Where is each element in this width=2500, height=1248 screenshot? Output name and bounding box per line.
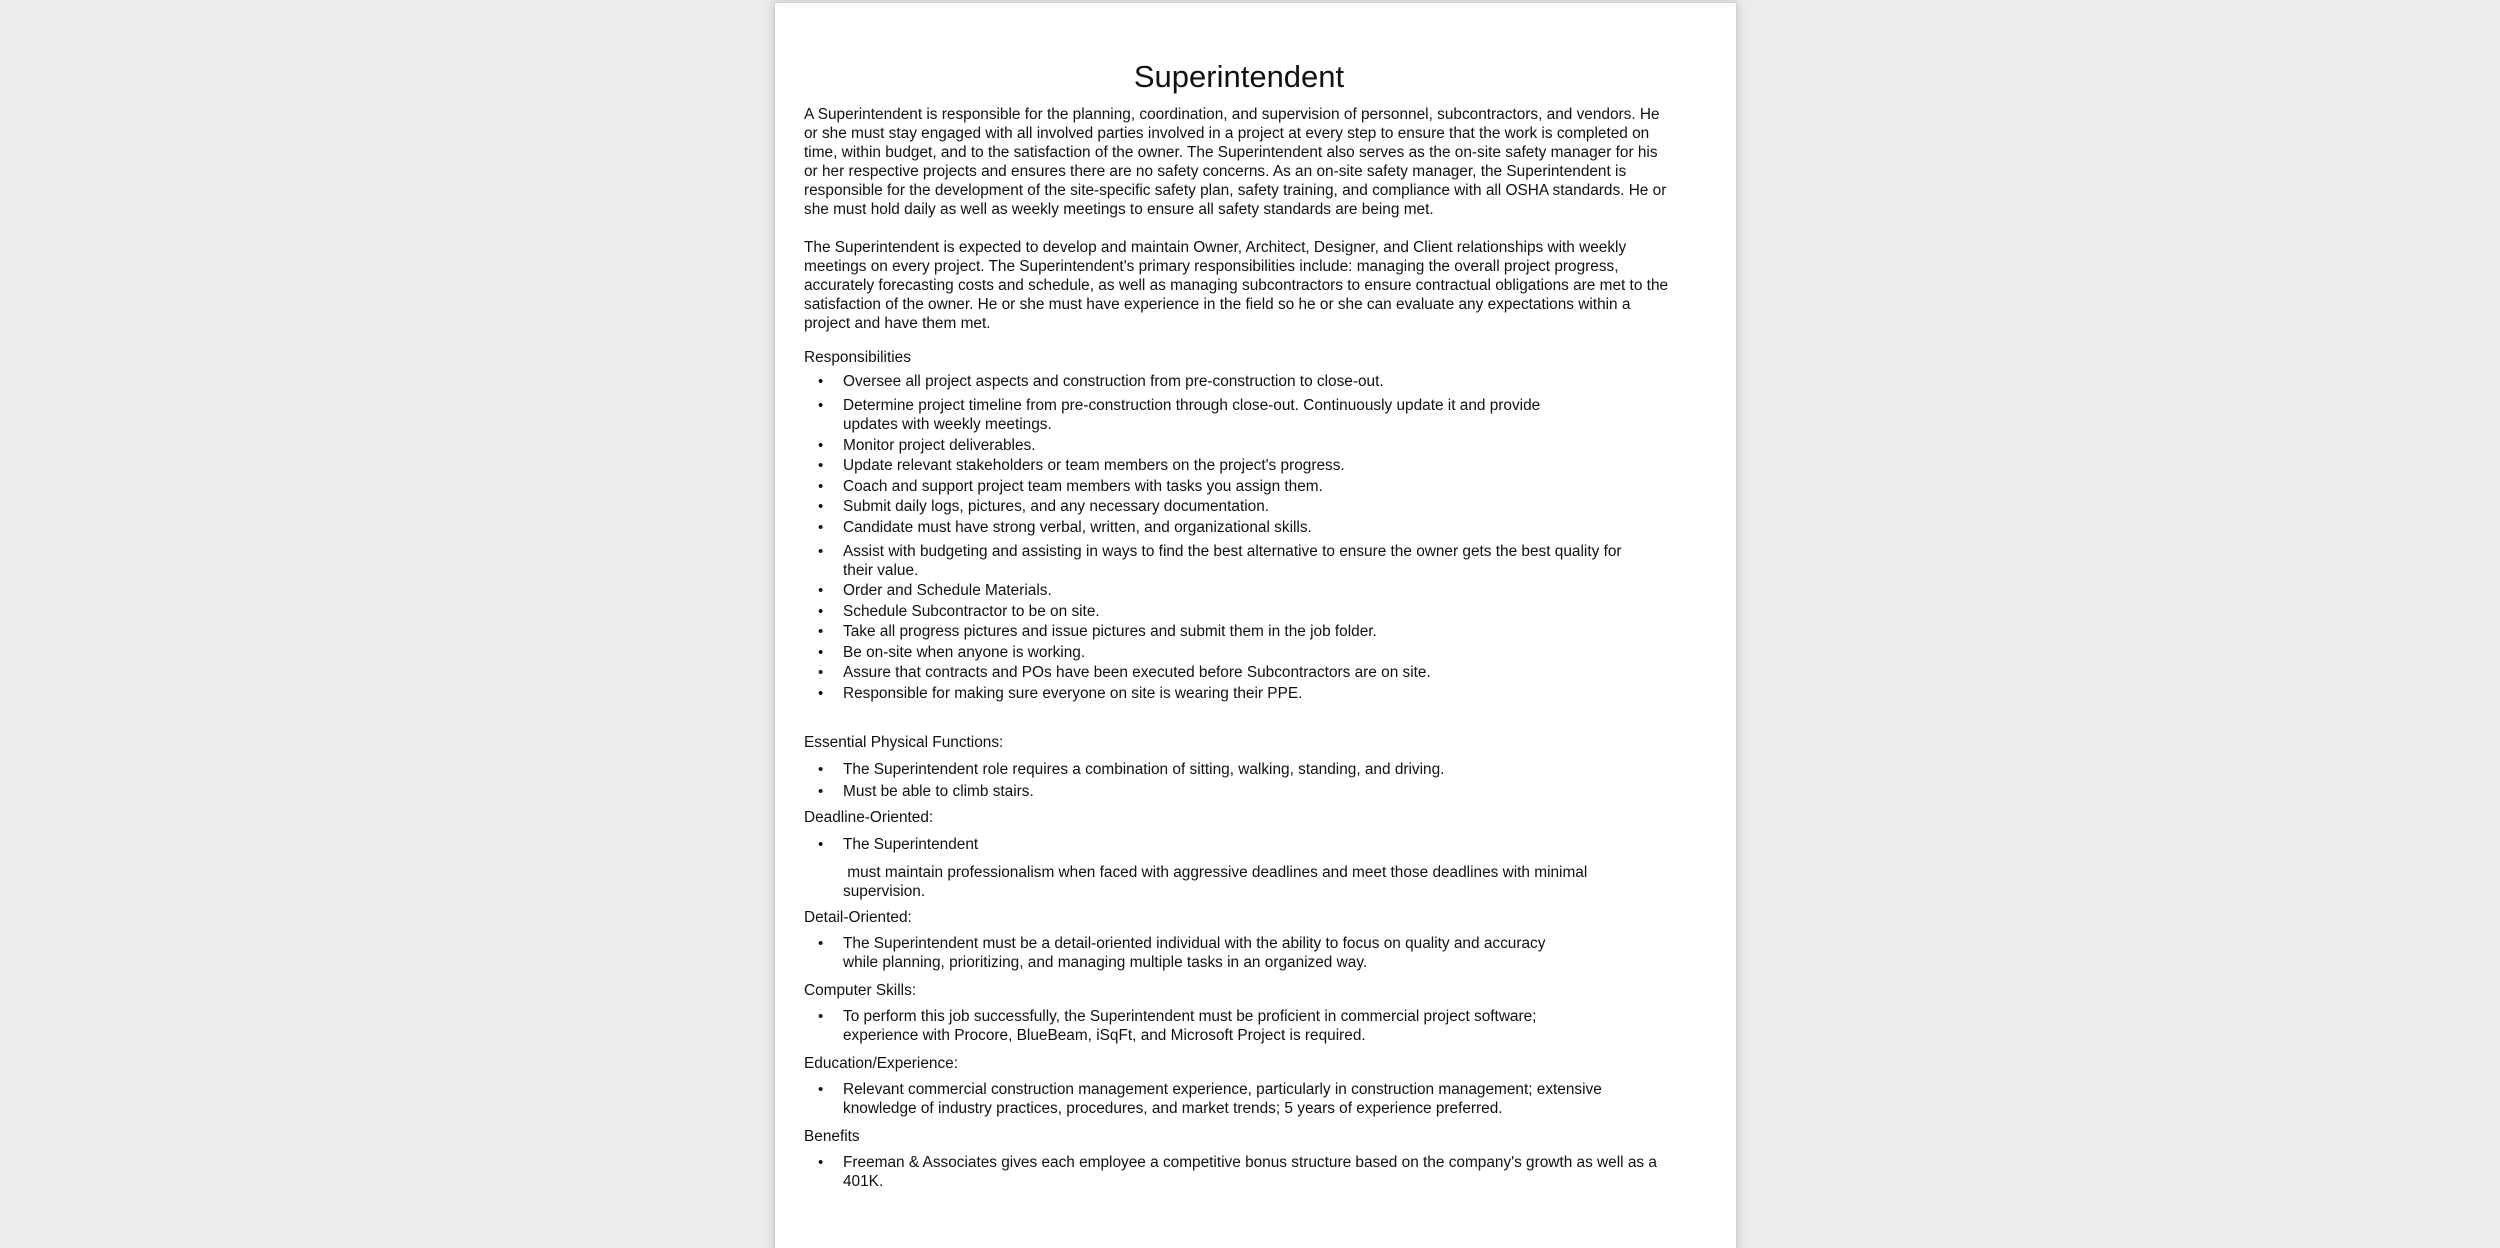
- benefits-heading: Benefits: [804, 1127, 860, 1145]
- list-item: • The Superintendent role requires a combination of sitting, walking, standing, and driving.: [804, 760, 1674, 779]
- responsibilities-list: [804, 372, 1624, 703]
- deadline-heading: Deadline-Oriented:: [804, 808, 934, 826]
- list-item: • Assure that contracts and POs have been executed before Subcontractors are on site.: [804, 663, 1624, 682]
- list-item: • Assist with budgeting and assisting in ways to find the best alternative to ensure the owner gets the best quality for their value.: [804, 542, 1638, 580]
- list-item: • Be on-site when anyone is working.: [804, 643, 1624, 662]
- list-item: • The Superintendent: [804, 835, 1674, 854]
- deadline-continuation: must maintain professionalism when faced with aggressive deadlines and meet those deadlines with minimal supervision.: [843, 863, 1592, 900]
- list-item: • Schedule Subcontractor to be on site.: [804, 602, 1624, 621]
- intro-paragraph: A Superintendent is responsible for the planning, coordination, and supervision of personnel, subcontractors, and vendors. He or she must stay engaged with all involved parties involved in a project at every step to ensure that the work is completed on time, within budget, and to the satisfaction of the owner. The Superintendent also serves as the on-site safety manager for his or her respective projects and ensures there are no safety concerns. As an on-site safety manager, the Superintendent is responsible for the development of the site-specific safety plan, safety training, and compliance with all OSHA standards. He or she must hold daily as well as weekly meetings to ensure all safety standards are being met.: [804, 106, 1667, 218]
- detail-heading: Detail-Oriented:: [804, 908, 912, 926]
- list-item: • Freeman & Associates gives each employee a competitive bonus structure based on the company's growth as well as a 401K.: [804, 1153, 1689, 1191]
- benefits-list: [804, 1153, 1689, 1191]
- list-item: • Relevant commercial construction management experience, particularly in construction management; extensive knowledge of industry practices, procedures, and market trends; 5 years of experience preferred.: [804, 1080, 1624, 1118]
- computer-skills-list: [804, 1007, 1674, 1045]
- list-item: • Must be able to climb stairs.: [804, 782, 1674, 801]
- document-title: Superintendent: [1133, 59, 1345, 94]
- document-content: [804, 59, 1674, 1197]
- document-page: [774, 2, 1737, 1248]
- deadline-list: [804, 835, 1674, 854]
- list-item-line: experience with Procore, BlueBeam, iSqFt, and Microsoft Project is required.: [843, 1026, 1366, 1044]
- physical-functions-list: [804, 760, 1674, 801]
- list-item: • Oversee all project aspects and construction from pre-construction to close-out.: [804, 372, 1624, 391]
- education-list: [804, 1080, 1624, 1118]
- list-item: • Monitor project deliverables.: [804, 436, 1624, 455]
- list-item-line: while planning, prioritizing, and managing multiple tasks in an organized way.: [843, 953, 1368, 971]
- list-item: • Update relevant stakeholders or team members on the project's progress.: [804, 456, 1624, 475]
- list-item: • Determine project timeline from pre-construction through close-out. Continuously update it and provide updates with weekly meetings.: [804, 396, 1583, 434]
- expectations-paragraph: The Superintendent is expected to develop and maintain Owner, Architect, Designer, and Client relationships with weekly meetings on every project. The Superintendent's primary responsibilities include: managing the overall project progress, accurately forecasting costs and schedule, as well as managing subcontractors to ensure contractual obligations are met to the satisfaction of the owner. He or she must have experience in the field so he or she can evaluate any expectations within a project and have them met.: [804, 239, 1669, 332]
- list-item: • Order and Schedule Materials.: [804, 581, 1624, 600]
- list-item-line: • To perform this job successfully, the Superintendent must be proficient in commercial project software;: [843, 1007, 1537, 1025]
- responsibilities-heading: Responsibilities: [804, 349, 911, 366]
- list-item: • Take all progress pictures and issue pictures and submit them in the job folder.: [804, 622, 1624, 641]
- list-item: [804, 1007, 1674, 1045]
- list-item: [804, 934, 1674, 972]
- computer-skills-heading: Computer Skills:: [804, 981, 917, 999]
- list-item: • Submit daily logs, pictures, and any necessary documentation.: [804, 497, 1624, 516]
- detail-list: [804, 934, 1674, 972]
- education-heading: Education/Experience:: [804, 1054, 959, 1072]
- list-item: • Coach and support project team members with tasks you assign them.: [804, 477, 1624, 496]
- list-item-line: • The Superintendent must be a detail-oriented individual with the ability to focus on quality and accuracy: [843, 934, 1546, 952]
- physical-functions-heading: Essential Physical Functions:: [804, 733, 1004, 751]
- list-item: • Candidate must have strong verbal, written, and organizational skills.: [804, 518, 1624, 537]
- list-item: • Responsible for making sure everyone on site is wearing their PPE.: [804, 684, 1624, 703]
